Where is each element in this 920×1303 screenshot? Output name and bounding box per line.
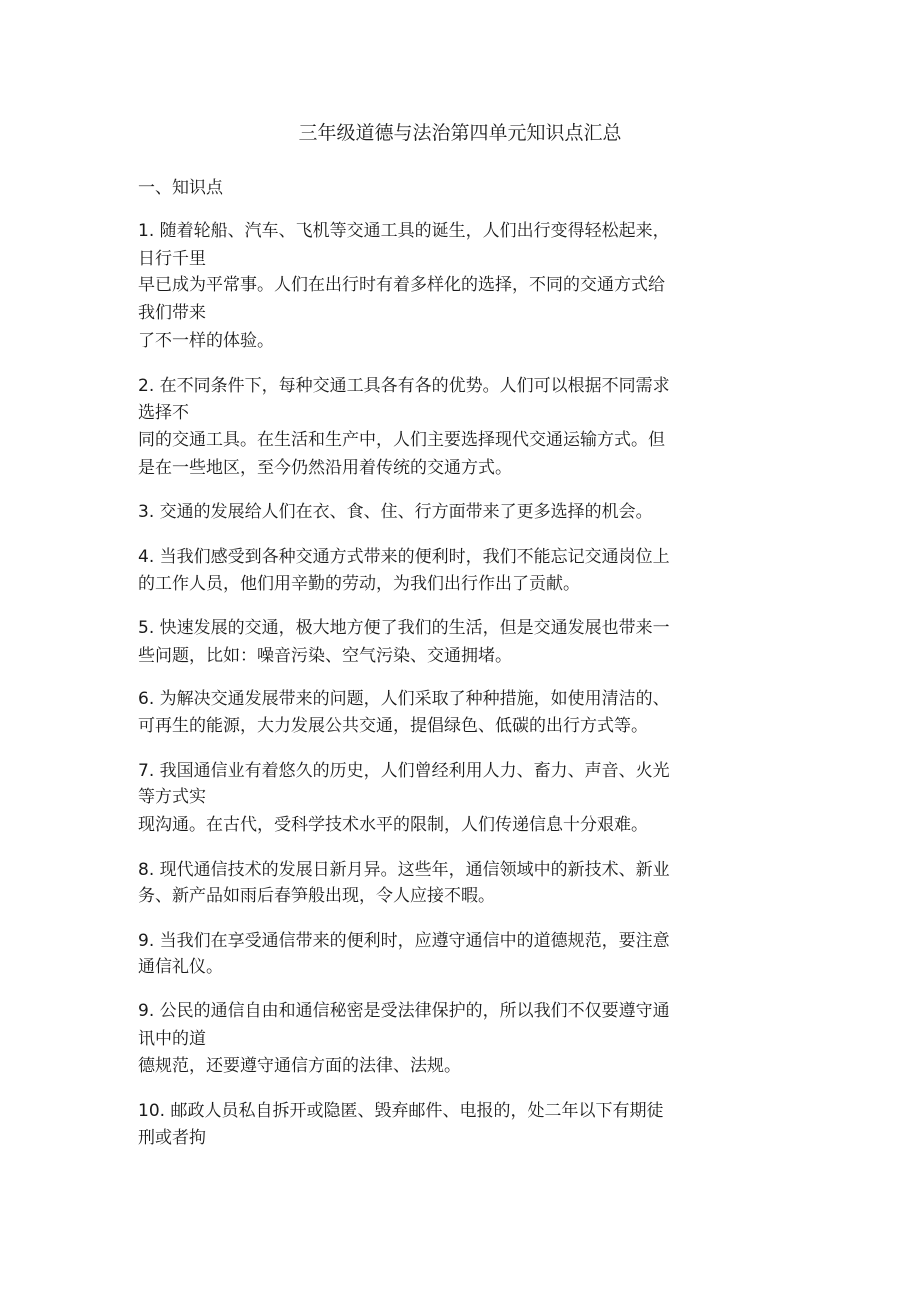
- paragraph-line: 些问题，比如：噪音污染、空气污染、交通拥堵。: [138, 646, 512, 666]
- paragraph-line: 我们带来: [138, 303, 206, 323]
- paragraph-line: 2. 在不同条件下，每种交通工具各有各的优势。人们可以根据不同需求: [138, 376, 670, 396]
- paragraph-line: 的工作人员，他们用辛勤的劳动，为我们出行作出了贡献。: [138, 574, 580, 594]
- paragraph-line: 德规范，还要遵守通信方面的法律、法规。: [138, 1056, 461, 1076]
- paragraph-line: 可再生的能源，大力发展公共交通，提倡绿色、低碳的出行方式等。: [138, 716, 648, 736]
- paragraph-line: 务、新产品如雨后春笋般出现，令人应接不暇。: [138, 886, 495, 906]
- page-title: 三年级道德与法治第四单元知识点汇总: [298, 122, 622, 144]
- paragraph-line: 是在一些地区，至今仍然沿用着传统的交通方式。: [138, 458, 512, 478]
- paragraph-line: 刑或者拘: [138, 1128, 206, 1148]
- paragraph-line: 3. 交通的发展给人们在衣、食、住、行方面带来了更多选择的机会。: [138, 502, 653, 522]
- paragraph-line: 等方式实: [138, 787, 206, 807]
- paragraph-line: 6. 为解决交通发展带来的问题，人们采取了种种措施，如使用清洁的、: [138, 689, 670, 709]
- paragraph-line: 8. 现代通信技术的发展日新月异。这些年，通信领域中的新技术、新业: [138, 860, 670, 880]
- paragraph-line: 4. 当我们感受到各种交通方式带来的便利时，我们不能忘记交通岗位上: [138, 547, 670, 567]
- paragraph-line: 通信礼仪。: [138, 957, 223, 977]
- paragraph-line: 日行千里: [138, 249, 206, 269]
- paragraph-line: 讯中的道: [138, 1029, 206, 1049]
- paragraph-line: 9. 当我们在享受通信带来的便利时，应遵守通信中的道德规范，要注意: [138, 931, 670, 951]
- paragraph-line: 早已成为平常事。人们在出行时有着多样化的选择，不同的交通方式给: [138, 275, 665, 295]
- paragraph-line: 1. 随着轮船、汽车、飞机等交通工具的诞生，人们出行变得轻松起来，: [138, 221, 670, 241]
- paragraph-line: 7. 我国通信业有着悠久的历史，人们曾经利用人力、畜力、声音、火光: [138, 761, 670, 781]
- section-heading: 一、知识点: [138, 178, 223, 198]
- paragraph-line: 了不一样的体验。: [138, 331, 274, 351]
- paragraph-line: 现沟通。在古代，受科学技术水平的限制，人们传递信息十分艰难。: [138, 815, 648, 835]
- paragraph-line: 选择不: [138, 403, 189, 423]
- paragraph-line: 10. 邮政人员私自拆开或隐匿、毁弃邮件、电报的，处二年以下有期徒: [138, 1101, 664, 1121]
- paragraph-line: 9. 公民的通信自由和通信秘密是受法律保护的，所以我们不仅要遵守通: [138, 1001, 670, 1021]
- paragraph-line: 5. 快速发展的交通，极大地方便了我们的生活，但是交通发展也带来一: [138, 618, 670, 638]
- paragraph-line: 同的交通工具。在生活和生产中，人们主要选择现代交通运输方式。但: [138, 430, 665, 450]
